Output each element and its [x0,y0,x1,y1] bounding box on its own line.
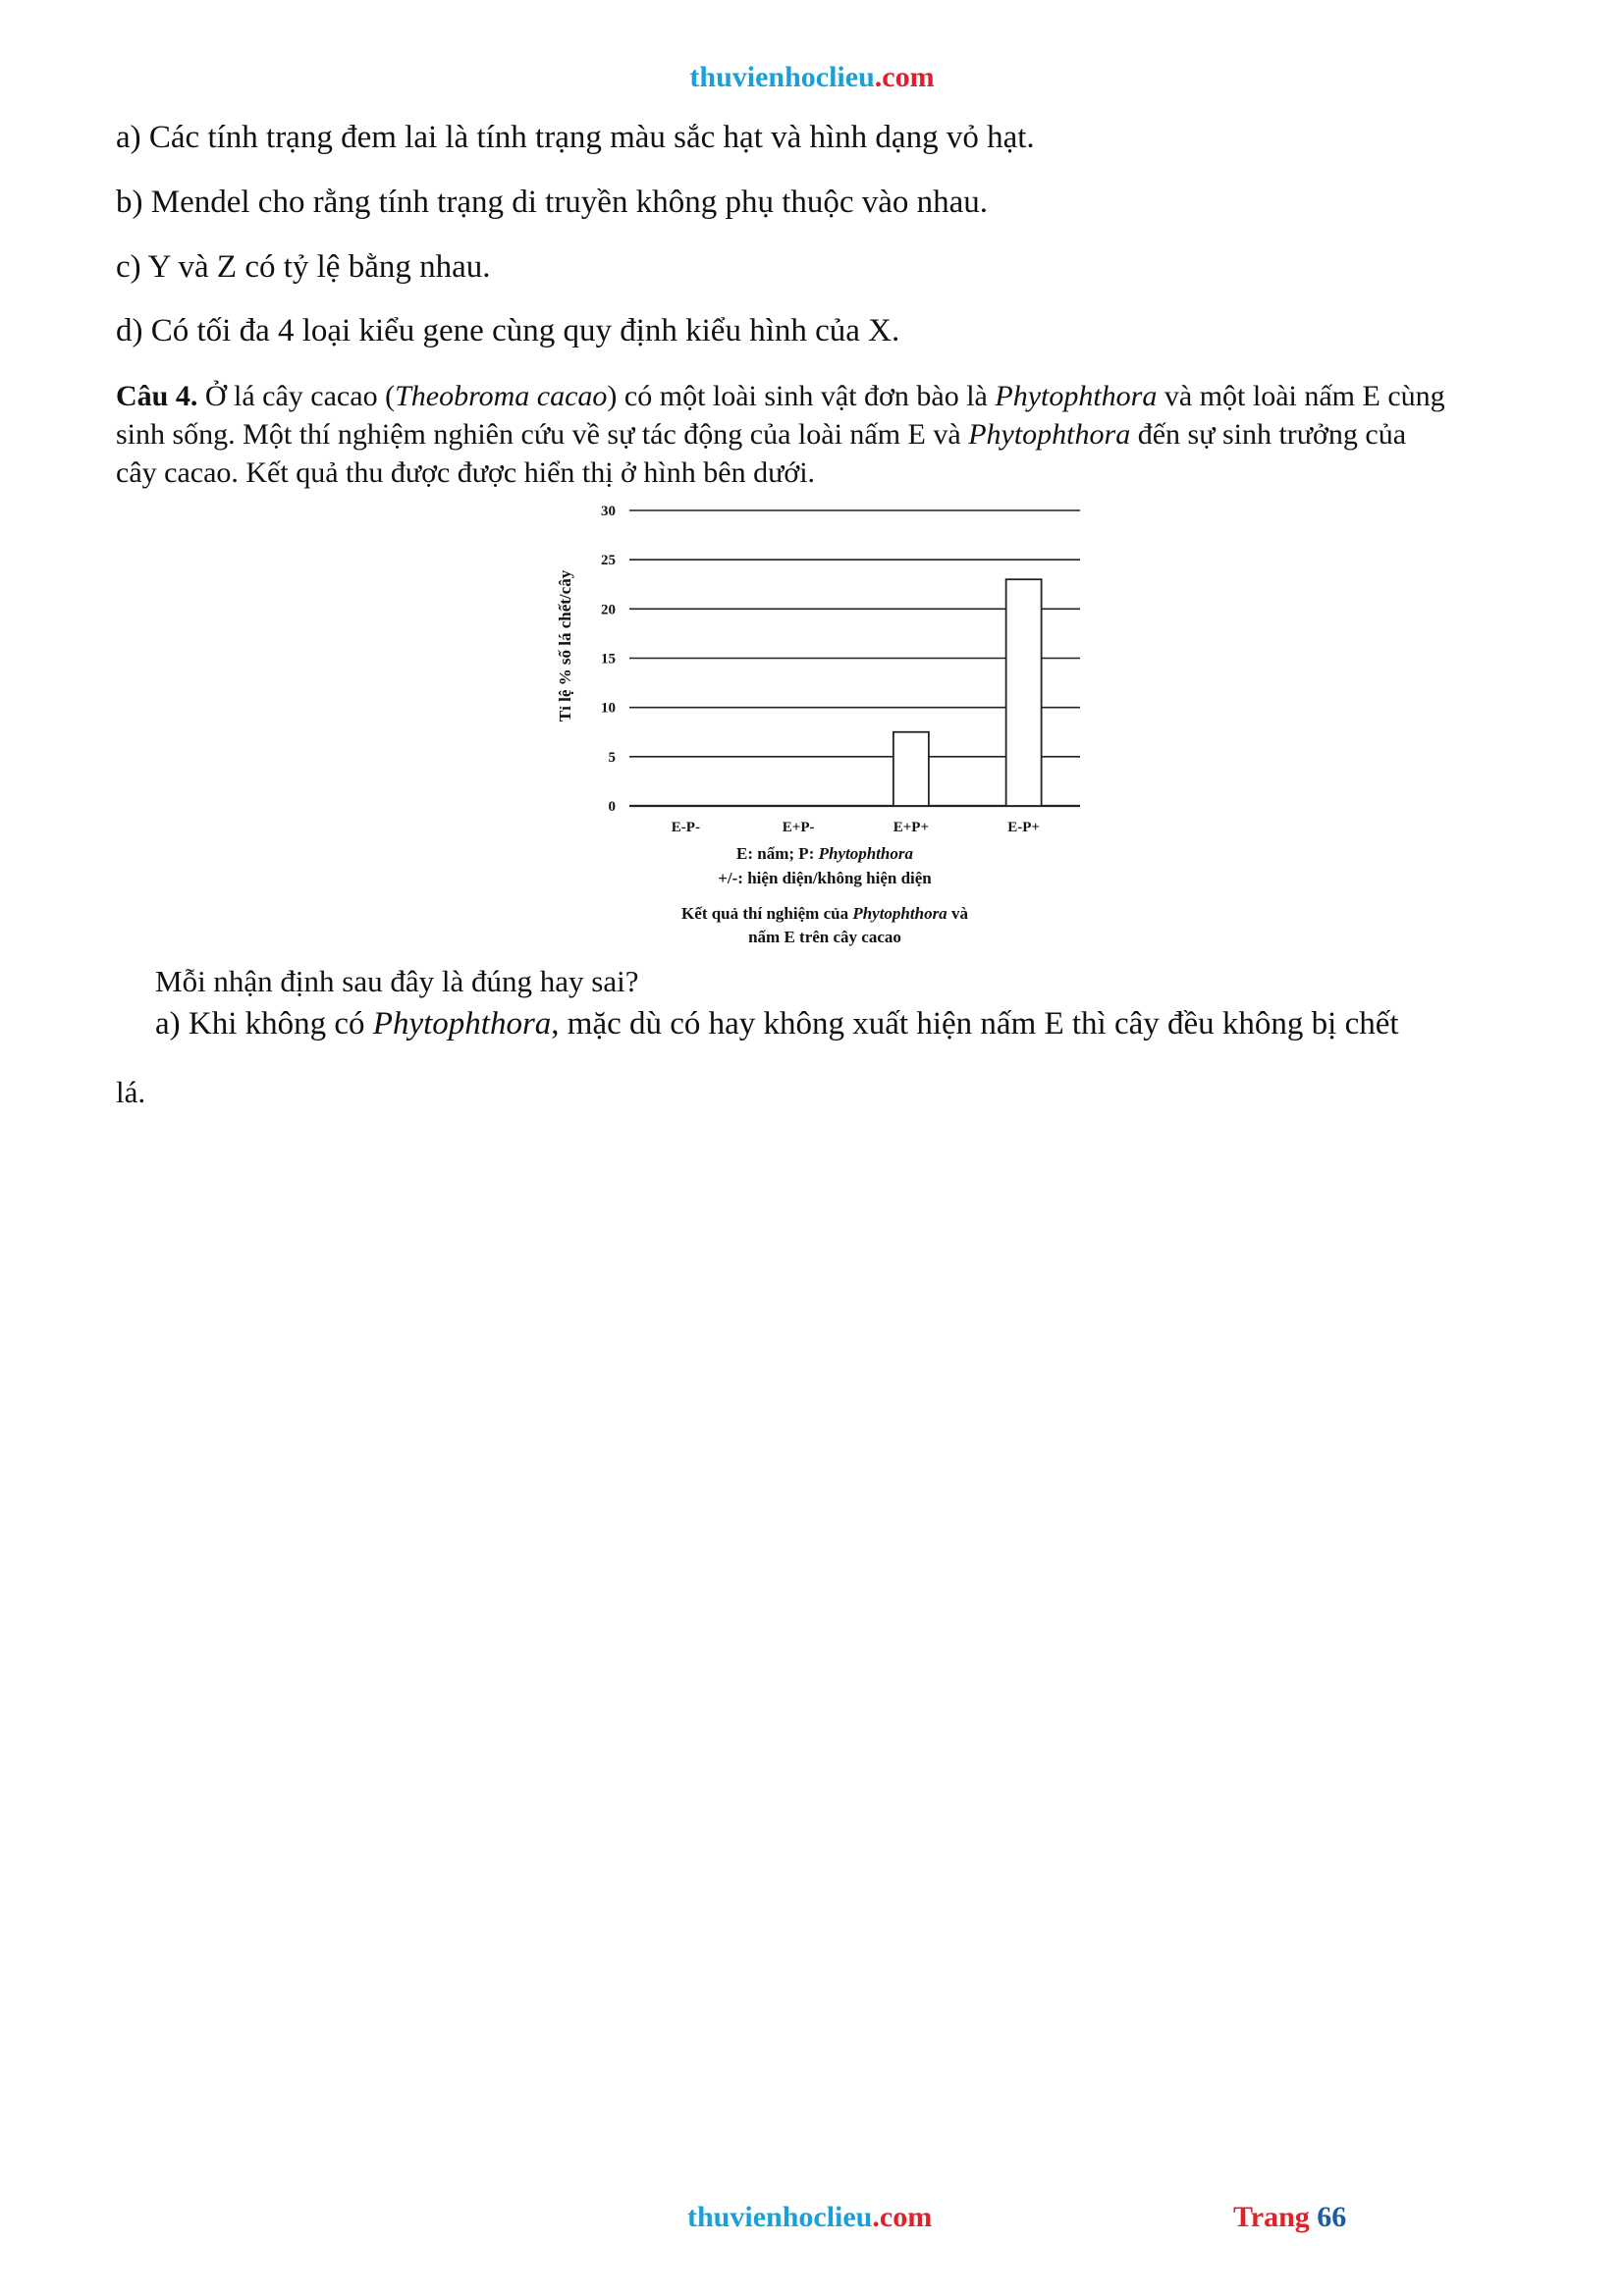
y-tick-labels [601,504,616,815]
y-tick-label: 20 [601,602,616,618]
chart-bars [893,579,1042,806]
y-axis-label: Tỉ lệ % số lá chết/cây [556,569,574,722]
bar [893,732,929,806]
question-italic: Theobroma cacao [395,380,608,412]
statement-text: a) Khi không có [155,1006,373,1041]
y-tick-label: 30 [601,504,616,519]
header-site-name [0,61,1624,94]
statement-d: d) Có tối đa 4 loại kiểu gene cùng quy định kiểu hình của X. [116,313,900,348]
caption-line-1 [681,904,968,923]
statement-text: , mặc dù có hay không xuất hiện nấm E thì cây đều không bị chết [551,1006,1399,1041]
page-number [1233,2201,1346,2234]
statement-a: a) Các tính trạng đem lai là tính trạng màu sắc hạt và hình dạng vỏ hạt. [116,120,1035,155]
x-tick-label: E-P- [671,820,700,835]
caption-italic: Phytophthora [852,904,947,923]
caption-text: Kết quả thí nghiệm của [681,904,853,923]
site-domain-part: .com [874,61,935,93]
question-4 [116,377,1451,492]
page-number-value: 66 [1317,2201,1347,2233]
bar-chart [535,496,1105,957]
question-text: Ở lá cây cacao ( [197,380,396,412]
x-tick-label: E+P- [782,820,815,835]
prompt: Mỗi nhận định sau đây là đúng hay sai? [155,964,639,998]
question-text: đến sự sinh trưởng của cây cacao. Kết quả thu được được hiển thị ở hình bên dưới. [116,418,1407,489]
y-tick-label: 0 [608,799,616,815]
question-italic: Phytophthora [995,380,1158,412]
bar [1006,579,1042,806]
statement-a-continuation: lá. [116,1075,146,1109]
y-tick-label: 25 [601,553,616,569]
caption-line-2: nấm E trên cây cacao [748,928,901,946]
site-name-part: thuvienhoclieu [687,2201,873,2233]
question-text: ) có một loài sinh vật đơn bào là [607,380,996,412]
question-italic: Phytophthora [968,418,1131,451]
site-name-part: thuvienhoclieu [689,61,875,93]
statement-b: b) Mendel cho rằng tính trạng di truyền không phụ thuộc vào nhau. [116,185,989,220]
legend-text: E: nấm; P: [736,844,819,863]
legend-line-1 [736,844,913,863]
y-tick-label: 15 [601,651,616,667]
caption-text-end: và [947,904,968,923]
question-label: Câu 4. [116,380,198,412]
statement-italic: Phytophthora [372,1006,552,1041]
y-tick-label: 5 [608,749,616,766]
y-tick-label: 10 [601,700,616,717]
site-domain-part: .com [872,2201,933,2233]
statement-c: c) Y và Z có tỷ lệ bằng nhau. [116,249,491,285]
question-text: và một loài nấm E cùng sinh sống. Một thí nghiệm nghiên cứu về sự tác động của loài nấm E và [116,380,1445,451]
x-tick-labels [672,820,1040,835]
legend-line-2: +/-: hiện diện/không hiện diện [718,869,932,887]
x-tick-label: E+P+ [893,820,930,835]
page-label: Trang [1233,2201,1318,2233]
statement-a-text [155,1005,1399,1043]
footer-site-name [687,2201,932,2234]
legend-italic: Phytophthora [818,844,913,863]
x-tick-label: E-P+ [1007,820,1040,835]
